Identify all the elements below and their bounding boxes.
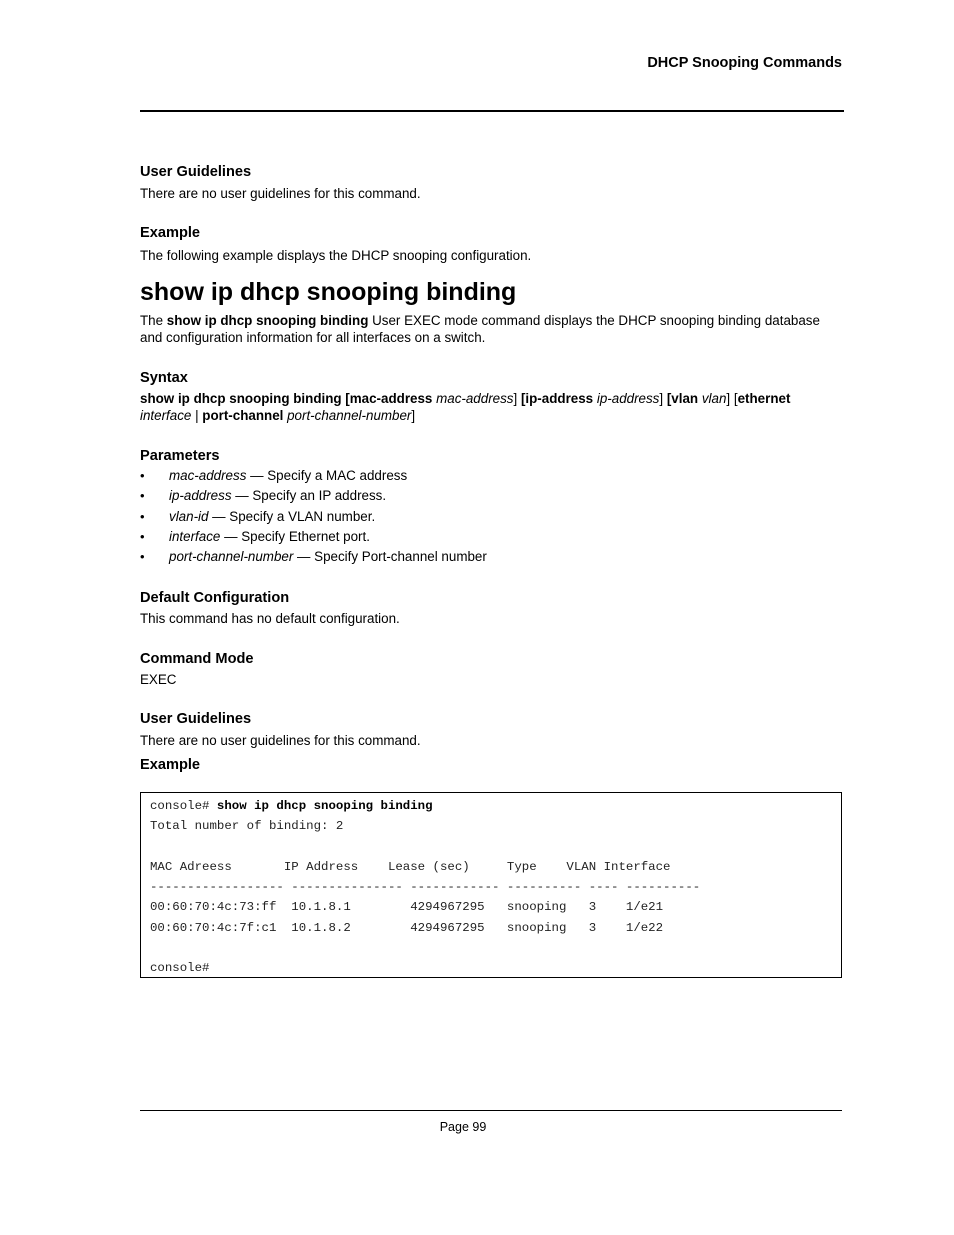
command-description: The show ip dhcp snooping binding User EXEC mode command displays the DHCP snooping binding database and configuration information for all interfaces on a switch. (140, 313, 820, 345)
code-command: show ip dhcp snooping binding (216, 799, 433, 813)
bullet: • (140, 488, 145, 504)
parameters-heading: Parameters (140, 448, 220, 464)
parameters-list (140, 467, 487, 568)
code-block (150, 796, 700, 979)
param-term: port-channel-number (169, 549, 294, 565)
header-rule (140, 110, 844, 112)
code-line: 00:60:70:4c:7f:c1 10.1.8.2 4294967295 snooping 3 1/e22 (150, 920, 664, 935)
code-line: 00:60:70:4c:73:ff 10.1.8.1 4294967295 snooping 3 1/e21 (150, 900, 664, 915)
code-line (150, 796, 700, 816)
list-item (140, 548, 487, 568)
param-term: mac-address (169, 468, 247, 483)
prev-user-guidelines-text: There are no user guidelines for this command. (140, 186, 421, 201)
running-header: DHCP Snooping Commands (647, 55, 842, 71)
code-prompt: console# (150, 799, 217, 813)
prev-example-heading: Example (140, 225, 201, 241)
bullet: • (140, 549, 145, 565)
list-item (140, 508, 487, 528)
param-text: — Specify a VLAN number. (208, 508, 376, 524)
syntax-text: show ip dhcp snooping binding [mac-address mac-address] [ip-address ip-address] [vlan vlan] [ethernet interface | port-channel port-channel-number] (140, 391, 791, 423)
command-mode-heading: Command Mode (140, 651, 254, 667)
param-term: interface (169, 528, 221, 544)
prev-user-guidelines-heading: User Guidelines (140, 164, 252, 180)
code-line: ------------------ --------------- ------------ ---------- ---- ---------- (150, 880, 701, 895)
user-guidelines-heading: User Guidelines (140, 711, 252, 727)
param-text: — Specify Ethernet port. (220, 528, 370, 544)
code-line: console# (150, 961, 210, 976)
param-text: — Specify an IP address. (231, 488, 387, 504)
prev-example-text: The following example displays the DHCP snooping configuration. (140, 248, 532, 263)
default-config-heading: Default Configuration (140, 590, 290, 606)
list-item (140, 467, 487, 487)
bullet: • (140, 528, 145, 544)
code-line (150, 837, 700, 857)
user-guidelines-text: There are no user guidelines for this command. (140, 733, 421, 748)
param-term: vlan-id (169, 508, 209, 524)
example-code-box (140, 792, 842, 978)
list-item (140, 528, 487, 548)
footer-rule (140, 1110, 842, 1111)
command-mode-text: EXEC (140, 672, 177, 687)
bullet: • (140, 468, 145, 483)
default-config-text: This command has no default configuration. (140, 611, 400, 626)
param-text: — Specify a MAC address (246, 468, 408, 483)
param-text: — Specify Port-channel number (293, 549, 487, 565)
page-number: Page 99 (439, 1120, 487, 1134)
command-title: show ip dhcp snooping binding (140, 278, 517, 306)
code-line: MAC Adreess IP Address Lease (sec) Type VLAN Interface (150, 859, 671, 874)
param-term: ip-address (169, 488, 232, 504)
syntax-heading: Syntax (140, 370, 188, 386)
example-heading: Example (140, 757, 201, 773)
code-line (150, 938, 700, 958)
bullet: • (140, 508, 145, 524)
list-item (140, 487, 487, 507)
code-line: Total number of binding: 2 (150, 819, 344, 834)
